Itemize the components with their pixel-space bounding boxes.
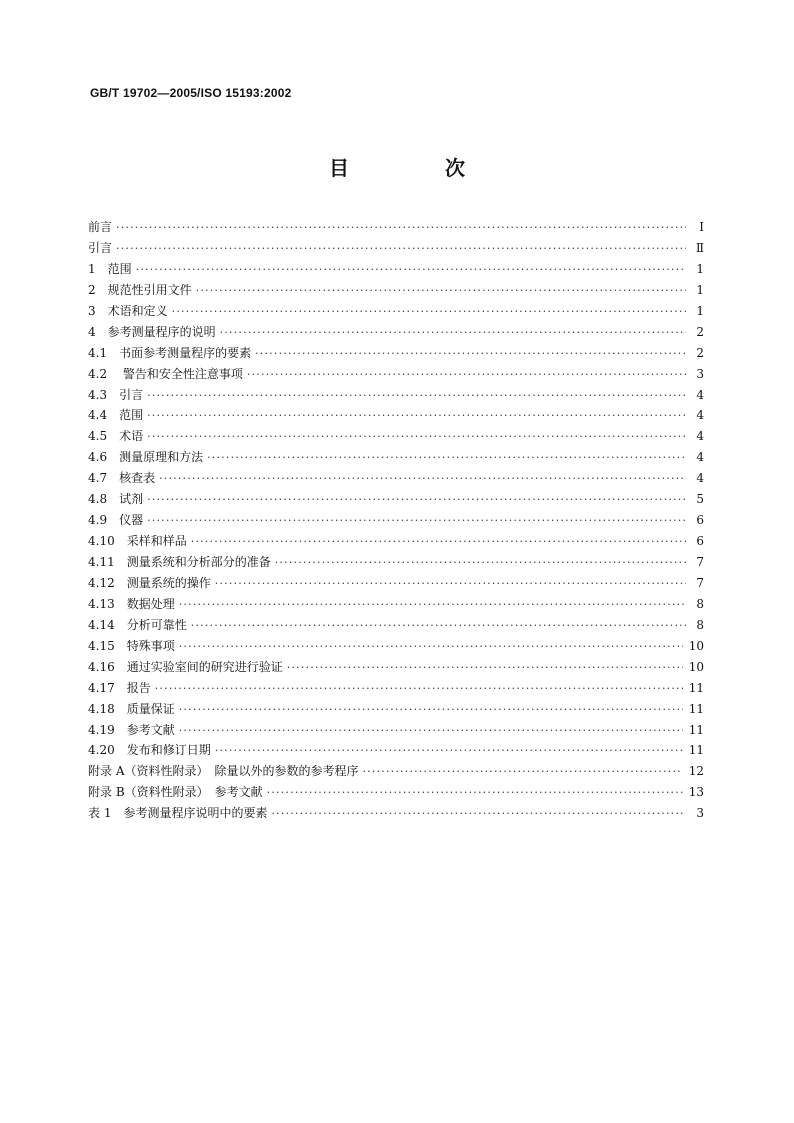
toc-entry[interactable] xyxy=(88,761,704,782)
toc-entry-label: 引言 xyxy=(88,240,113,255)
toc-entry-label: 4.16 通过实验室间的研究进行验证 xyxy=(88,659,283,674)
toc-leader-dots xyxy=(147,386,686,407)
toc-entry[interactable] xyxy=(88,280,704,301)
toc-entry-label: 4.6 测量原理和方法 xyxy=(88,450,204,465)
toc-entry[interactable] xyxy=(88,259,704,280)
toc-entry-label: 4.9 仪器 xyxy=(88,513,144,528)
toc-entry-label: 4.5 术语 xyxy=(88,429,144,444)
toc-leader-dots xyxy=(179,637,683,658)
toc-leader-dots xyxy=(275,553,686,574)
toc-leader-dots xyxy=(179,595,686,616)
toc-entry-label: 4.17 报告 xyxy=(88,680,151,695)
toc-entry-page-number: 10 xyxy=(688,659,704,674)
toc-entry-page-number: 1 xyxy=(696,261,704,276)
toc-entry[interactable] xyxy=(88,468,704,489)
toc-entry-page-number: Ⅱ xyxy=(695,240,704,255)
table-of-contents xyxy=(88,217,704,824)
toc-entry-label: 4.8 试剂 xyxy=(88,492,144,507)
toc-entry-page-number: 11 xyxy=(688,743,704,758)
toc-entry-page-number: 6 xyxy=(696,534,704,549)
toc-entry[interactable] xyxy=(88,594,704,615)
toc-leader-dots xyxy=(147,406,686,427)
toc-leader-dots xyxy=(116,218,686,239)
toc-entry[interactable] xyxy=(88,615,704,636)
toc-entry[interactable] xyxy=(88,364,704,385)
toc-entry-page-number: 6 xyxy=(696,513,704,528)
toc-entry[interactable] xyxy=(88,405,704,426)
toc-entry-label: 4.14 分析可靠性 xyxy=(88,617,187,632)
toc-entry-page-number: 11 xyxy=(688,680,704,695)
toc-entry-page-number: 12 xyxy=(688,764,704,779)
toc-entry-label: 附录 B（资料性附录） 参考文献 xyxy=(88,785,263,800)
toc-entry-page-number: 4 xyxy=(696,408,704,423)
toc-entry[interactable] xyxy=(88,426,704,447)
standard-code-header: GB/T 19702—2005/ISO 15193:2002 xyxy=(90,86,292,100)
toc-entry-page-number: 11 xyxy=(688,701,704,716)
toc-leader-dots xyxy=(147,427,686,448)
toc-leader-dots xyxy=(147,490,686,511)
toc-entry-label: 4.18 质量保证 xyxy=(88,701,175,716)
toc-entry-label: 4.12 测量系统的操作 xyxy=(88,575,211,590)
toc-entry-label: 4.1 书面参考测量程序的要素 xyxy=(88,345,252,360)
toc-entry[interactable] xyxy=(88,803,704,824)
toc-entry-label: 4.19 参考文献 xyxy=(88,722,175,737)
toc-entry[interactable] xyxy=(88,678,704,699)
toc-leader-dots xyxy=(215,574,686,595)
toc-entry[interactable] xyxy=(88,238,704,259)
toc-leader-dots xyxy=(247,365,686,386)
toc-leader-dots xyxy=(179,700,683,721)
toc-entry-label: 1 范围 xyxy=(88,261,132,276)
toc-entry[interactable] xyxy=(88,740,704,761)
toc-leader-dots xyxy=(116,239,686,260)
toc-entry-page-number: 4 xyxy=(696,471,704,486)
page-title: 目 次 xyxy=(329,156,503,180)
toc-leader-dots xyxy=(196,281,686,302)
toc-leader-dots xyxy=(155,679,683,700)
toc-entry-page-number: 7 xyxy=(696,555,704,569)
toc-entry-label: 4.10 采样和样品 xyxy=(88,534,187,549)
toc-leader-dots xyxy=(267,783,683,804)
toc-entry-page-number: 1 xyxy=(696,282,704,297)
toc-entry-page-number: 10 xyxy=(688,638,704,653)
toc-entry-page-number: 3 xyxy=(696,366,704,381)
toc-leader-dots xyxy=(191,532,686,553)
toc-entry-page-number: 2 xyxy=(696,324,704,339)
toc-leader-dots xyxy=(271,804,686,825)
toc-entry-page-number: 4 xyxy=(696,387,704,402)
toc-entry-label: 4.4 范围 xyxy=(88,408,144,423)
toc-entry[interactable] xyxy=(88,217,704,238)
toc-entry[interactable] xyxy=(88,489,704,510)
toc-entry[interactable] xyxy=(88,301,704,322)
toc-entry-page-number: 13 xyxy=(688,785,704,800)
toc-entry[interactable] xyxy=(88,573,704,594)
toc-entry[interactable] xyxy=(88,322,704,343)
toc-entry-page-number: 3 xyxy=(696,806,704,821)
toc-entry-label: 4.7 核查表 xyxy=(88,471,156,486)
toc-leader-dots xyxy=(147,511,686,532)
toc-entry[interactable] xyxy=(88,782,704,803)
toc-entry-page-number: Ⅰ xyxy=(699,220,704,234)
toc-entry[interactable] xyxy=(88,343,704,364)
toc-entry-label: 4.15 特殊事项 xyxy=(88,638,175,653)
toc-leader-dots xyxy=(220,323,686,344)
toc-entry[interactable] xyxy=(88,447,704,468)
toc-leader-dots xyxy=(159,469,686,490)
toc-leader-dots xyxy=(255,344,686,365)
toc-entry[interactable] xyxy=(88,636,704,657)
toc-entry-page-number: 11 xyxy=(688,722,704,737)
toc-entry-page-number: 4 xyxy=(696,450,704,465)
toc-entry-label: 4.20 发布和修订日期 xyxy=(88,743,211,758)
toc-leader-dots xyxy=(207,448,686,469)
toc-leader-dots xyxy=(136,260,686,281)
toc-entry[interactable] xyxy=(88,657,704,678)
toc-leader-dots xyxy=(179,721,683,742)
toc-leader-dots xyxy=(287,658,683,679)
toc-entry-page-number: 8 xyxy=(696,617,704,632)
toc-entry-label: 前言 xyxy=(88,220,113,234)
toc-entry-label: 4.11 测量系统和分析部分的准备 xyxy=(88,555,271,569)
toc-entry[interactable] xyxy=(88,699,704,720)
toc-entry-label: 附录 A（资料性附录） 除量以外的参数的参考程序 xyxy=(88,764,359,779)
toc-entry-label: 2 规范性引用文件 xyxy=(88,282,192,297)
toc-entry[interactable] xyxy=(88,385,704,406)
toc-entry-page-number: 7 xyxy=(696,575,704,590)
toc-entry-page-number: 5 xyxy=(696,492,704,507)
toc-entry-label: 4.2 警告和安全性注意事项 xyxy=(88,366,243,381)
toc-entry[interactable] xyxy=(88,510,704,531)
toc-entry-page-number: 1 xyxy=(696,303,704,318)
toc-entry[interactable] xyxy=(88,720,704,741)
toc-entry-label: 表 1 参考测量程序说明中的要素 xyxy=(88,806,268,821)
toc-leader-dots xyxy=(191,616,686,637)
toc-entry[interactable] xyxy=(88,531,704,552)
toc-entry-label: 4.3 引言 xyxy=(88,387,144,402)
toc-leader-dots xyxy=(215,741,683,762)
toc-leader-dots xyxy=(172,302,686,323)
toc-entry[interactable] xyxy=(88,552,704,573)
toc-entry-label: 4.13 数据处理 xyxy=(88,596,175,611)
toc-entry-page-number: 8 xyxy=(696,596,704,611)
toc-leader-dots xyxy=(362,762,682,783)
toc-entry-page-number: 2 xyxy=(696,345,704,360)
toc-entry-page-number: 4 xyxy=(696,429,704,444)
toc-entry-label: 3 术语和定义 xyxy=(88,303,168,318)
toc-entry-label: 4 参考测量程序的说明 xyxy=(88,324,216,339)
